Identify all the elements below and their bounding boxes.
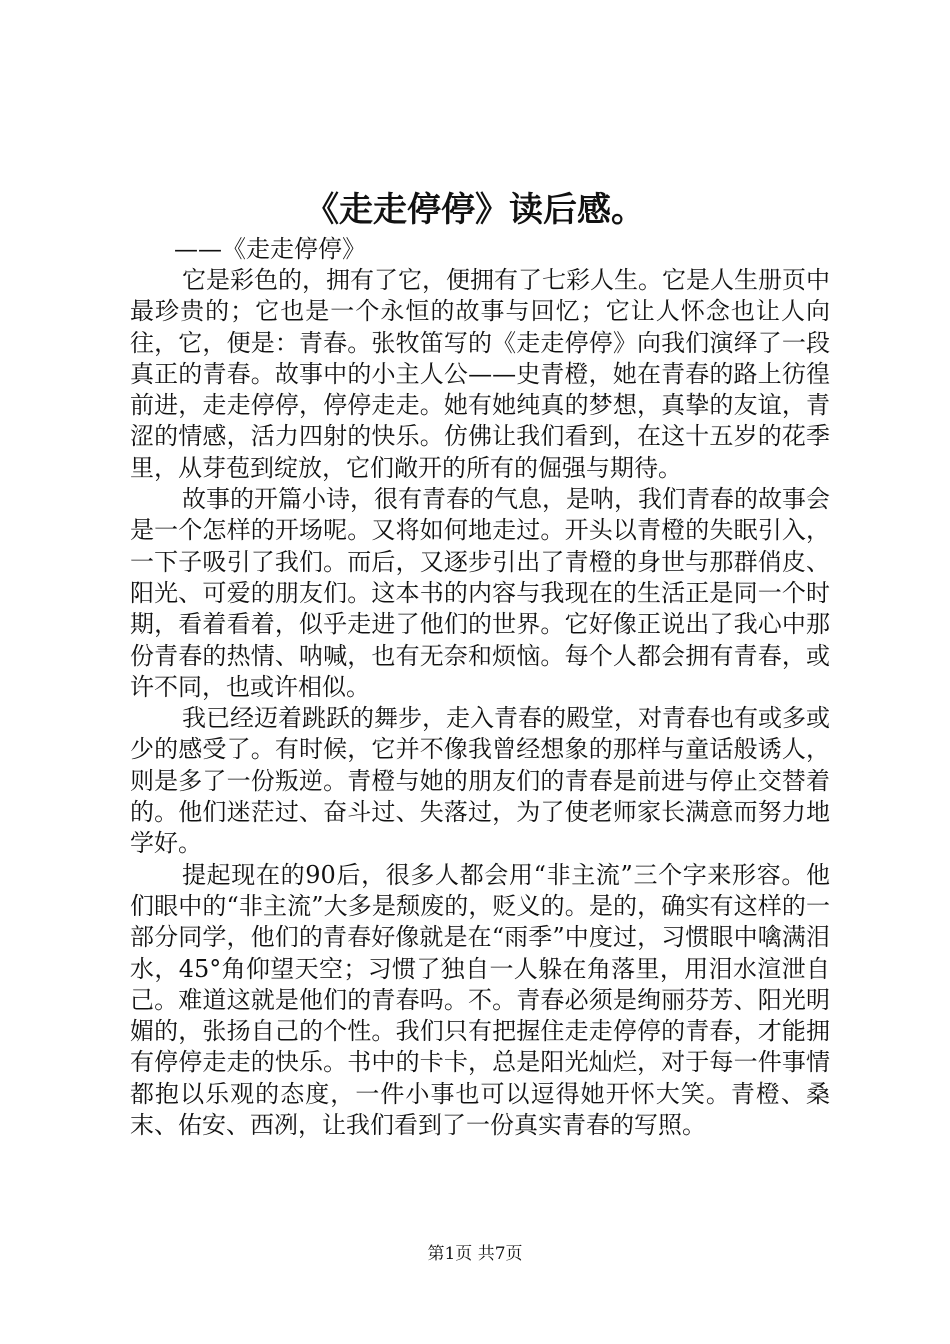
paragraph-4: 提起现在的90后，很多人都会用“非主流”三个字来形容。他们眼中的“非主流”大多是颓废的，贬义的。是的，确实有这样的一部分同学，他们的青春好像就是在“雨季”中度过，习惯眼中噙满泪水，45°角仰望天空；习惯了独自一人躲在角落里，用泪水渲泄自己。难道这就是他们的青春吗。不。青春必须是绚丽芬芳、阳光明媚的，张扬自己的个性。我们只有把握住走走停停的青春，才能拥有停停走走的快乐。书中的卡卡，总是阳光灿烂，对于每一件事情都抱以乐观的态度，一件小事也可以逗得她开怀大笑。青橙、桑末、佑安、西冽，让我们看到了一份真实青春的写照。 [130,860,830,1140]
paragraph-3: 我已经迈着跳跃的舞步，走入青春的殿堂，对青春也有或多或少的感受了。有时候，它并不像我曾经想象的那样与童话般诱人，则是多了一份叛逆。青橙与她的朋友们的青春是前进与停止交替着的。他们迷茫过、奋斗过、失落过，为了使老师家长满意而努力地学好。 [130,704,830,858]
paragraph-2: 故事的开篇小诗，很有青春的气息，是呐，我们青春的故事会是一个怎样的开场呢。又将如何地走过。开头以青橙的失眠引入，一下子吸引了我们。而后，又逐步引出了青橙的身世与那群俏皮、阳光、可爱的朋友们。这本书的内容与我现在的生活正是同一个时期，看着看着，似乎走进了他们的世界。它好像正说出了我心中那份青春的热情、呐喊，也有无奈和烦恼。每个人都会拥有青春，或许不同，也或许相似。 [130,485,830,701]
paragraph-1: 它是彩色的，拥有了它，便拥有了七彩人生。它是人生册页中最珍贵的；它也是一个永恒的故事与回忆；它让人怀念也让人向往，它，便是：青春。张牧笛写的《走走停停》向我们演绎了一段真正的青春。故事中的小主人公——史青橙，她在青春的路上彷徨前进，走走停停，停停走走。她有她纯真的梦想，真挚的友谊，青涩的情感，活力四射的快乐。仿佛让我们看到，在这十五岁的花季里，从芽苞到绽放，它们敞开的所有的倔强与期待。 [130,266,830,482]
subtitle: ——《走走停停》 [174,235,366,263]
page-title: 《走走停停》读后感。 [305,190,645,230]
document-body [130,234,830,1141]
page-number-footer: 第1页 共7页 [427,1244,523,1264]
